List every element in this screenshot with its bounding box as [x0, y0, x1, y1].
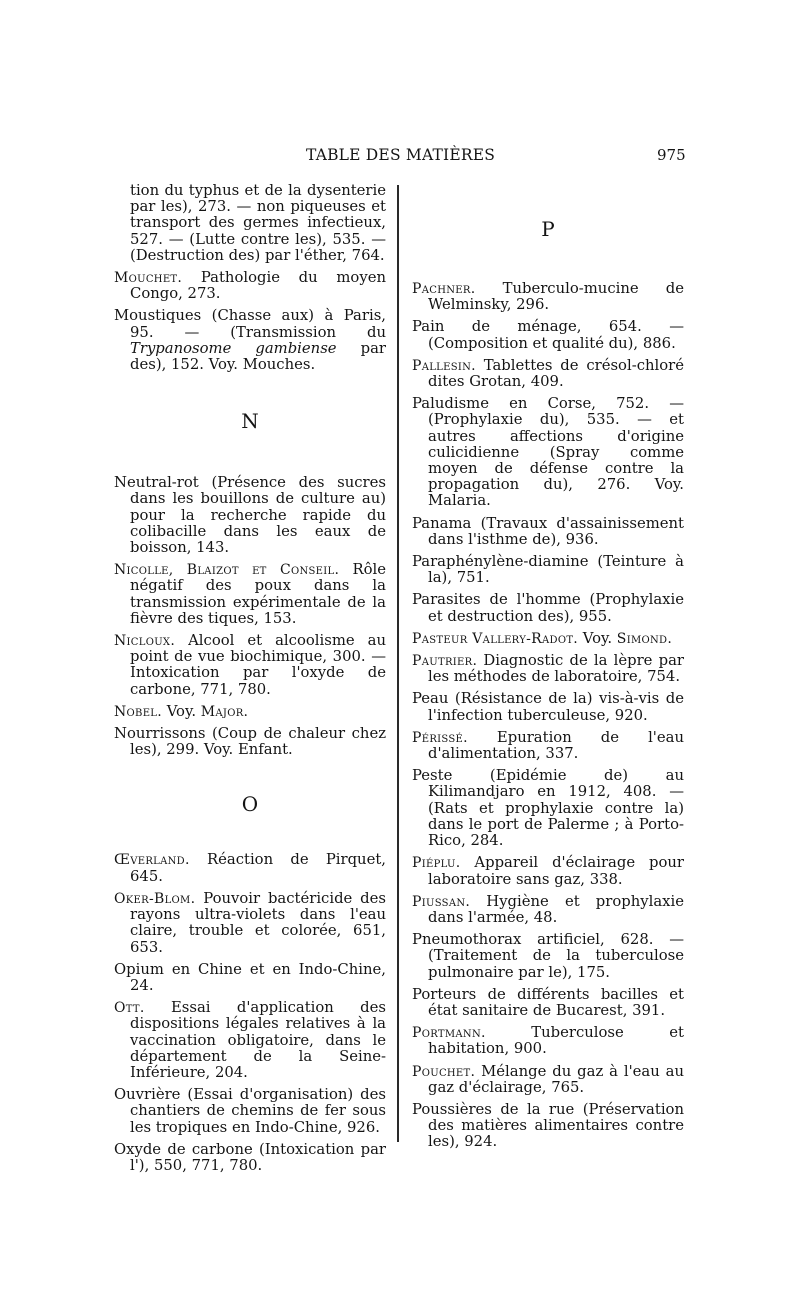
- index-entry: Portmann. Tuberculose et habitation, 900.: [412, 1024, 684, 1058]
- index-entry: Nobel. Voy. Major.: [114, 702, 249, 720]
- index-entry: Périssé. Epuration de l'eau d'alimentation, 337.: [412, 728, 684, 763]
- author-name: Pallesin.: [412, 357, 476, 374]
- index-entry: Oker-Blom. Pouvoir bactéricide des rayons ultra-violets dans l'eau claire, trouble et colorée, 651, 653.: [114, 889, 386, 956]
- index-entry: Parasites de l'homme (Prophylaxie et destruction des), 955.: [412, 591, 684, 625]
- index-entry: Peste (Epidémie de) au Kilimandjaro en 1912, 408. — (Rats et prophylaxie contre la) dans le port de Palerme ; à Porto-Rico, 284.: [412, 767, 684, 850]
- section-letter-p: P: [541, 217, 555, 241]
- running-title: TABLE DES MATIÈRES: [306, 146, 496, 164]
- section-letter-o: O: [241, 792, 259, 817]
- author-name: Portmann.: [412, 1025, 486, 1042]
- italic-term: Trypanosome gambiense: [130, 339, 337, 357]
- index-entry: Piéplu. Appareil d'éclairage pour laboratoire sans gaz, 338.: [412, 854, 684, 888]
- author-name: Mouchet.: [114, 270, 183, 287]
- index-entry: Neutral-rot (Présence des sucres dans les bouillons de culture au) pour la recherche rapide du colibacille dans les eaux de boisson, 143.: [114, 474, 386, 557]
- index-entry: Piussan. Hygiène et prophylaxie dans l'armée, 48.: [412, 892, 684, 926]
- index-entry: Pain de ménage, 654. — (Composition et qualité du), 886.: [412, 318, 684, 352]
- author-name: Nicloux.: [114, 633, 176, 650]
- index-entry: Oxyde de carbone (Intoxication par l'), 550, 771, 780.: [114, 1140, 386, 1174]
- author-name: Ott.: [114, 1000, 145, 1017]
- author-name: Pachner.: [412, 281, 476, 297]
- index-column-right: [412, 183, 684, 1157]
- index-entry: Pallesin. Tablettes de crésol-chloré dites Grotan, 409.: [412, 356, 684, 391]
- cross-reference: Simond.: [616, 630, 673, 647]
- author-name: Piussan.: [412, 893, 471, 910]
- index-entry: Ouvrière (Essai d'organisation) des chantiers de chemins de fer sous les tropiques en Indo-Chine, 926.: [114, 1086, 386, 1136]
- index-entry: Pasteur Vallery-Radot. Voy. Simond.: [412, 629, 673, 647]
- author-name: Œverland.: [114, 852, 190, 869]
- author-name: Piéplu.: [412, 855, 461, 872]
- index-entry: Poussières de la rue (Préservation des matières alimentaires contre les), 924.: [412, 1100, 684, 1151]
- author-name: Pautrier.: [412, 653, 478, 670]
- index-entry: Pouchet. Mélange du gaz à l'eau au gaz d'éclairage, 765.: [412, 1062, 684, 1096]
- index-entry: Panama (Travaux d'assainissement dans l'isthme de), 936.: [412, 514, 684, 548]
- index-entry: Pautrier. Diagnostic de la lèpre par les méthodes de laboratoire, 754.: [412, 652, 684, 686]
- page-number: 975: [657, 146, 686, 164]
- author-name: Périssé.: [412, 729, 468, 746]
- index-entry: Nicloux. Alcool et alcoolisme au point de vue biochimique, 300. — Intoxication par l'oxyde de carbone, 771, 780.: [114, 632, 386, 698]
- section-letter-n: N: [241, 409, 259, 434]
- index-entry: Peau (Résistance de la) vis-à-vis de l'infection tuberculeuse, 920.: [412, 690, 684, 724]
- page-header: [0, 146, 800, 170]
- author-name: Nicolle, Blaizot et Conseil.: [114, 562, 340, 579]
- index-column-left: [114, 183, 386, 1180]
- index-entry: Pachner. Tuberculo-mucine de Welminsky, 296.: [412, 280, 684, 314]
- index-entry: Ott. Essai d'application des dispositions légales relatives à la vaccination obligatoire, dans le département de la Seine-Inférieure, 204.: [114, 999, 386, 1081]
- author-name: Pasteur Vallery-Radot.: [412, 630, 579, 647]
- index-entry: Nourrissons (Coup de chaleur chez les), 299. Voy. Enfant.: [114, 725, 386, 759]
- index-entry: Moustiques (Chasse aux) à Paris, 95. — (Transmission du Trypanosome gambiense par des), 152. Voy. Mouches.: [114, 307, 386, 374]
- author-name: Oker-Blom.: [114, 890, 196, 907]
- author-name: Pouchet.: [412, 1063, 476, 1080]
- index-entry: Mouchet. Pathologie du moyen Congo, 273.: [114, 269, 386, 303]
- cross-reference: Major.: [200, 703, 249, 720]
- index-entry: Pneumothorax artificiel, 628. — (Traitement de la tuberculose pulmonaire par le), 175.: [412, 931, 684, 981]
- author-name: Nobel.: [114, 703, 162, 720]
- index-entry: Porteurs de différents bacilles et état sanitaire de Bucarest, 391.: [412, 985, 684, 1019]
- index-entry-continuation: tion du typhus et de la dysenterie par les), 273. — non piqueuses et transport des germes infectieux, 527. — (Lutte contre les), 535. — (Destruction des) par l'éther, 764.: [130, 182, 386, 264]
- index-entry: Paludisme en Corse, 752. — (Prophylaxie du), 535. — et autres affections d'origine culicidienne (Spray comme moyen de défense contre la propagation du), 276. Voy. Malaria.: [412, 395, 684, 510]
- index-entry: Paraphénylène-diamine (Teinture à la), 751.: [412, 553, 684, 587]
- index-entry: Opium en Chine et en Indo-Chine, 24.: [114, 960, 386, 994]
- column-divider: [397, 185, 399, 1142]
- index-entry: Nicolle, Blaizot et Conseil. Rôle négatif des poux dans la transmission expérimentale de la fièvre des tiques, 153.: [114, 561, 386, 627]
- index-entry: Œverland. Réaction de Pirquet, 645.: [114, 851, 386, 885]
